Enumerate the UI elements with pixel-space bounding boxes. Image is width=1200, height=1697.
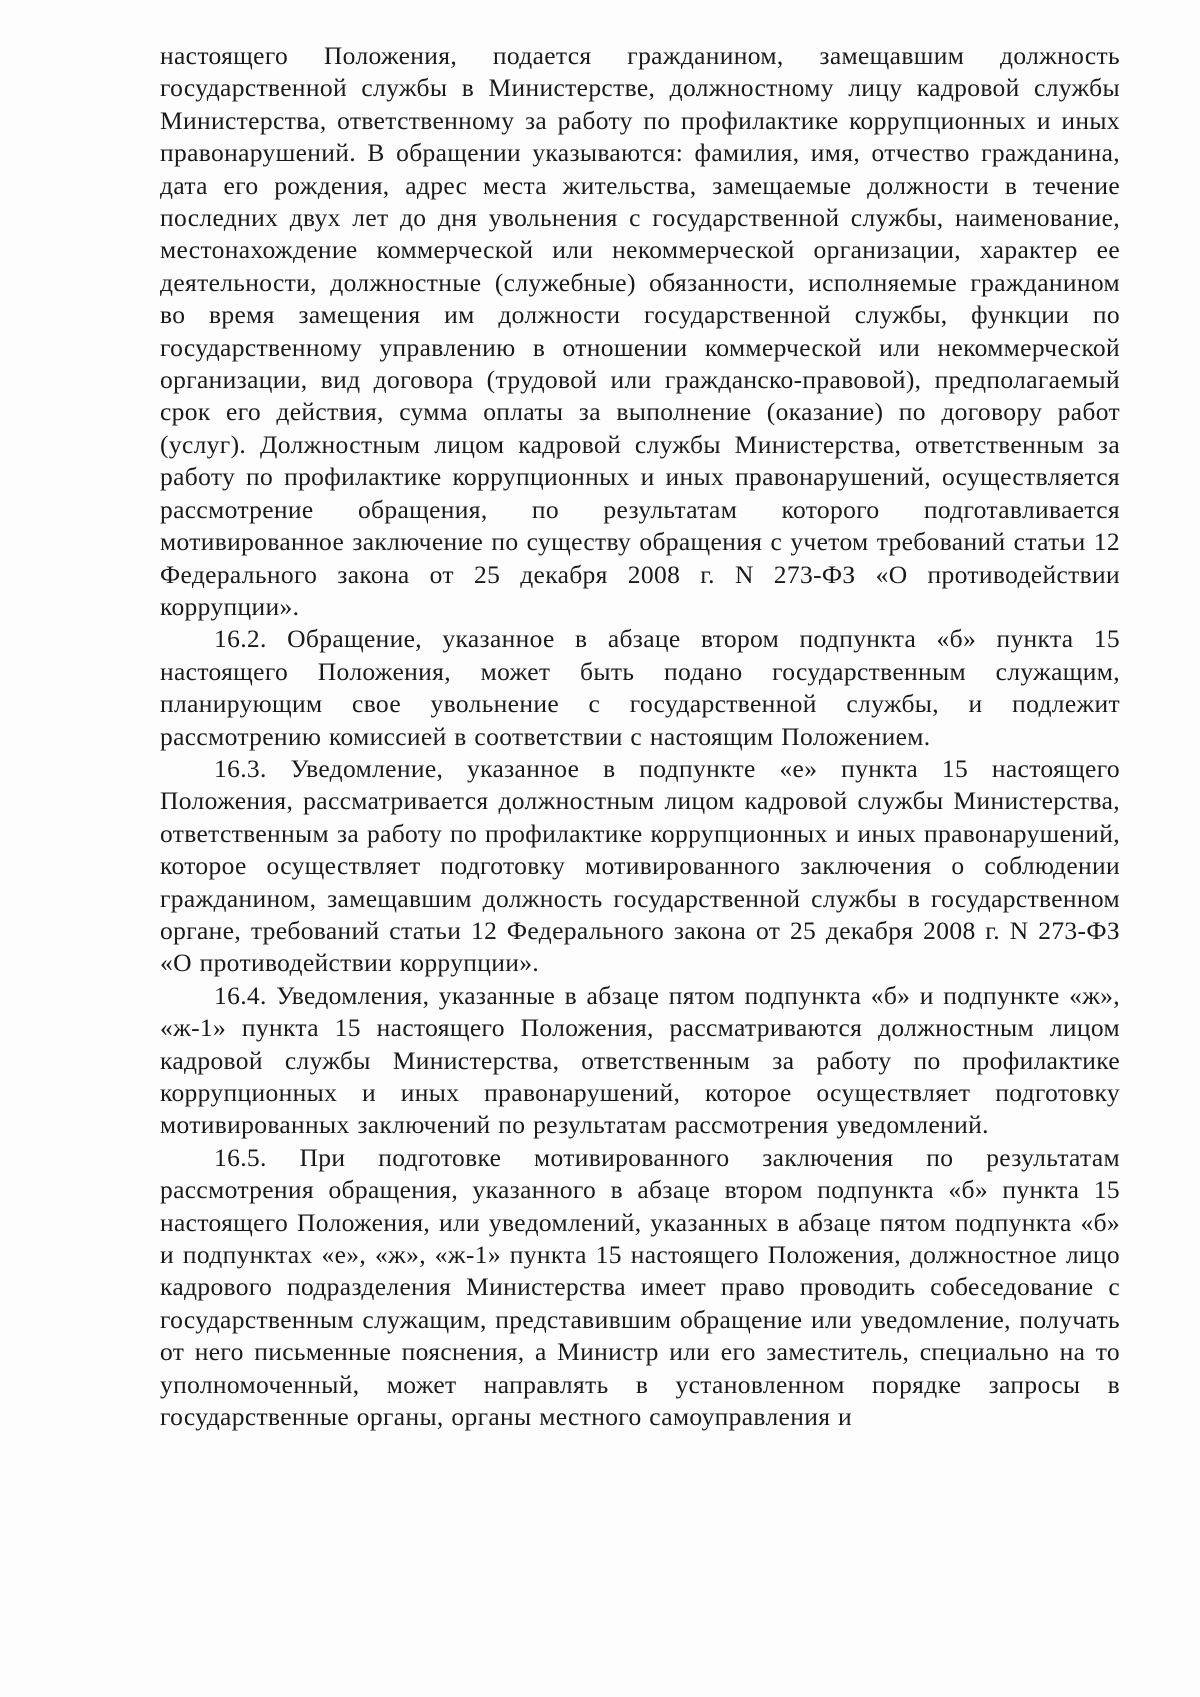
paragraph-16-2: 16.2. Обращение, указанное в абзаце втором подпункта «б» пункта 15 настоящего Положения, может быть подано государственным служащим, планирующим свое увольнение с государственной службы, и подлежит рассмотрению комиссией в соответствии с настоящим Положением. — [160, 624, 1120, 751]
paragraph-16-4: 16.4. Уведомления, указанные в абзаце пятом подпункта «б» и подпункте «ж», «ж-1» пункта 15 настоящего Положения, рассматриваются должностным лицом кадровой службы Министерства, ответственным за работу по профилактике коррупционных и иных правонарушений, которое осуществляет подготовку мотивированных заключений по результатам рассмотрения уведомлений. — [160, 980, 1120, 1140]
paragraph-16-3: 16.3. Уведомление, указанное в подпункте «е» пункта 15 настоящего Положения, рассматривается должностным лицом кадровой службы Министерства, ответственным за работу по профилактике коррупционных и иных правонарушений, которое осуществляет подготовку мотивированного заключения о соблюдении гражданином, замещавшим должность государственной службы в государственном органе, требований статьи 12 Федерального закона от 25 декабря 2008 г. N 273-ФЗ «О противодействии коррупции». — [160, 753, 1120, 978]
document-body — [160, 40, 1120, 1433]
paragraph-16-1-continuation: настоящего Положения, подается гражданином, замещавшим должность государственной службы в Министерстве, должностному лицу кадровой службы Министерства, ответственному за работу по профилактике коррупционных и иных правонарушений. В обращении указываются: фамилия, имя, отчество гражданина, дата его рождения, адрес места жительства, замещаемые должности в течение последних двух лет до дня увольнения с государственной службы, наименование, местонахождение коммерческой или некоммерческой организации, характер ее деятельности, должностные (служебные) обязанности, исполняемые гражданином во время замещения им должности государственной службы, функции по государственному управлению в отношении коммерческой или некоммерческой организации, вид договора (трудовой или гражданско-правовой), предполагаемый срок его действия, сумма оплаты за выполнение (оказание) по договору работ (услуг). Должностным лицом кадровой службы Министерства, ответственным за работу по профилактике коррупционных и иных правонарушений, осуществляется рассмотрение обращения, по результатам которого подготавливается мотивированное заключение по существу обращения с учетом требований статьи 12 Федерального закона от 25 декабря 2008 г. N 273-ФЗ «О противодействии коррупции». — [160, 41, 1120, 621]
paragraph-16-5: 16.5. При подготовке мотивированного заключения по результатам рассмотрения обращения, указанного в абзаце втором подпункта «б» пункта 15 настоящего Положения, или уведомлений, указанных в абзаце пятом подпункта «б» и подпунктах «е», «ж», «ж-1» пункта 15 настоящего Положения, должностное лицо кадрового подразделения Министерства имеет право проводить собеседование с государственным служащим, представившим обращение или уведомление, получать от него письменные пояснения, а Министр или его заместитель, специально на то уполномоченный, может направлять в установленном порядке запросы в государственные органы, органы местного самоуправления и — [160, 1142, 1120, 1432]
